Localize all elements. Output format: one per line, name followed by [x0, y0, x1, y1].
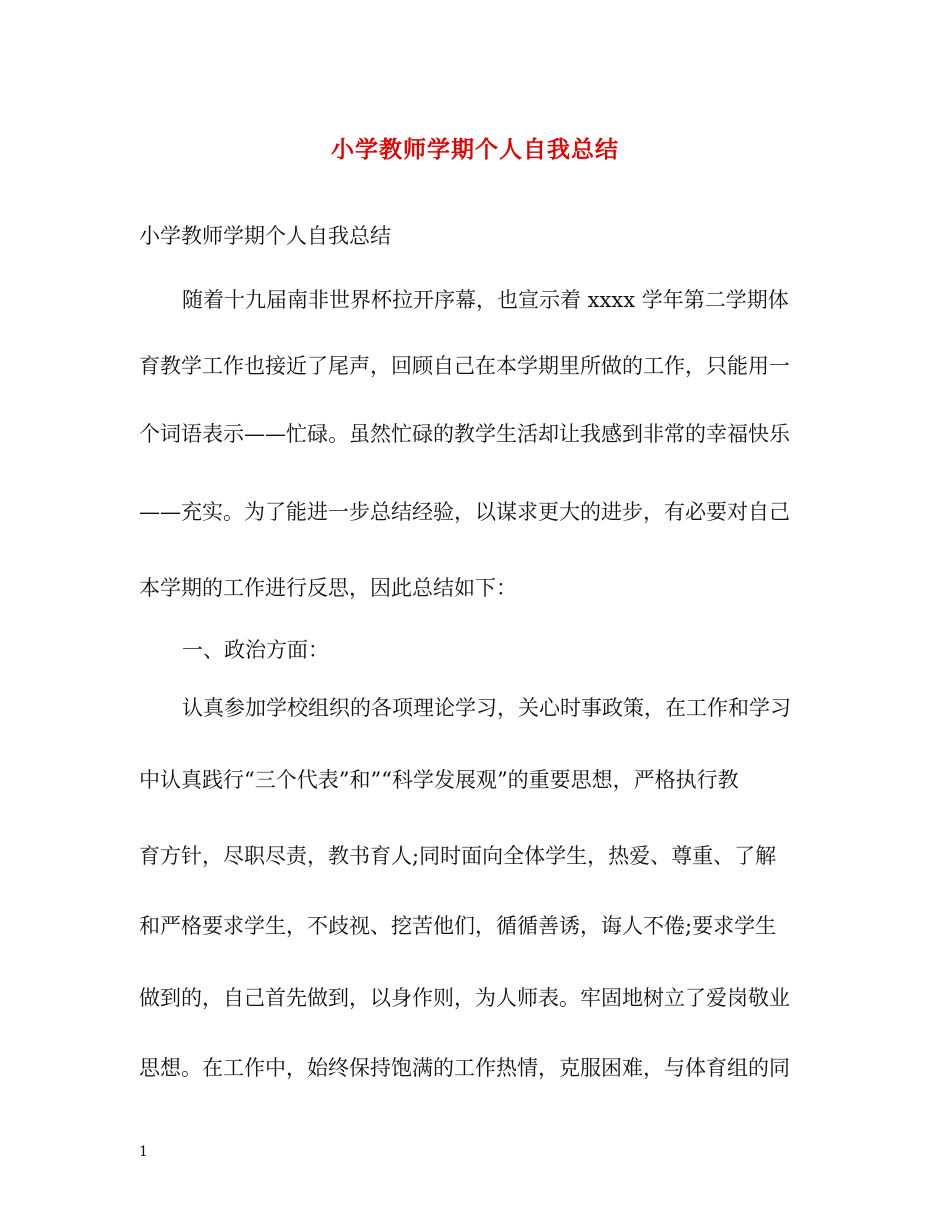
body-line: 做到的，自己首先做到，以身作则，为人师表。牢固地树立了爱岗敬业: [139, 986, 790, 1010]
body-line: 育方针，尽职尽责，教书育人;同时面向全体学生，热爱、尊重、了解: [139, 844, 777, 868]
section-heading: 一、政治方面：: [182, 638, 329, 662]
body-line: 随着十九届南非世界杯拉开序幕，也宣示着 xxxx 学年第二学期体: [182, 288, 789, 312]
page-title: 小学教师学期个人自我总结: [331, 136, 619, 163]
page-number: 1: [139, 1144, 148, 1160]
body-line: 育教学工作也接近了尾声，回顾自己在本学期里所做的工作，只能用一: [139, 354, 790, 378]
body-line: 中认真践行“三个代表”和”“科学发展观”的重要思想，严格执行教: [139, 768, 739, 792]
body-line: 个词语表示——忙碌。虽然忙碌的教学生活却让我感到非常的幸福快乐: [139, 422, 790, 446]
body-line: 认真参加学校组织的各项理论学习，关心时事政策，在工作和学习: [182, 696, 791, 720]
body-line: 思想。在工作中，始终保持饱满的工作热情，克服困难，与体育组的同: [139, 1056, 790, 1080]
body-line: ——充实。为了能进一步总结经验，以谋求更大的进步，有必要对自己: [139, 500, 790, 524]
body-line: 本学期的工作进行反思，因此总结如下：: [139, 576, 517, 600]
subtitle-line: 小学教师学期个人自我总结: [139, 224, 391, 248]
body-line: 和严格要求学生，不歧视、挖苦他们，循循善诱，诲人不倦;要求学生: [139, 914, 777, 938]
